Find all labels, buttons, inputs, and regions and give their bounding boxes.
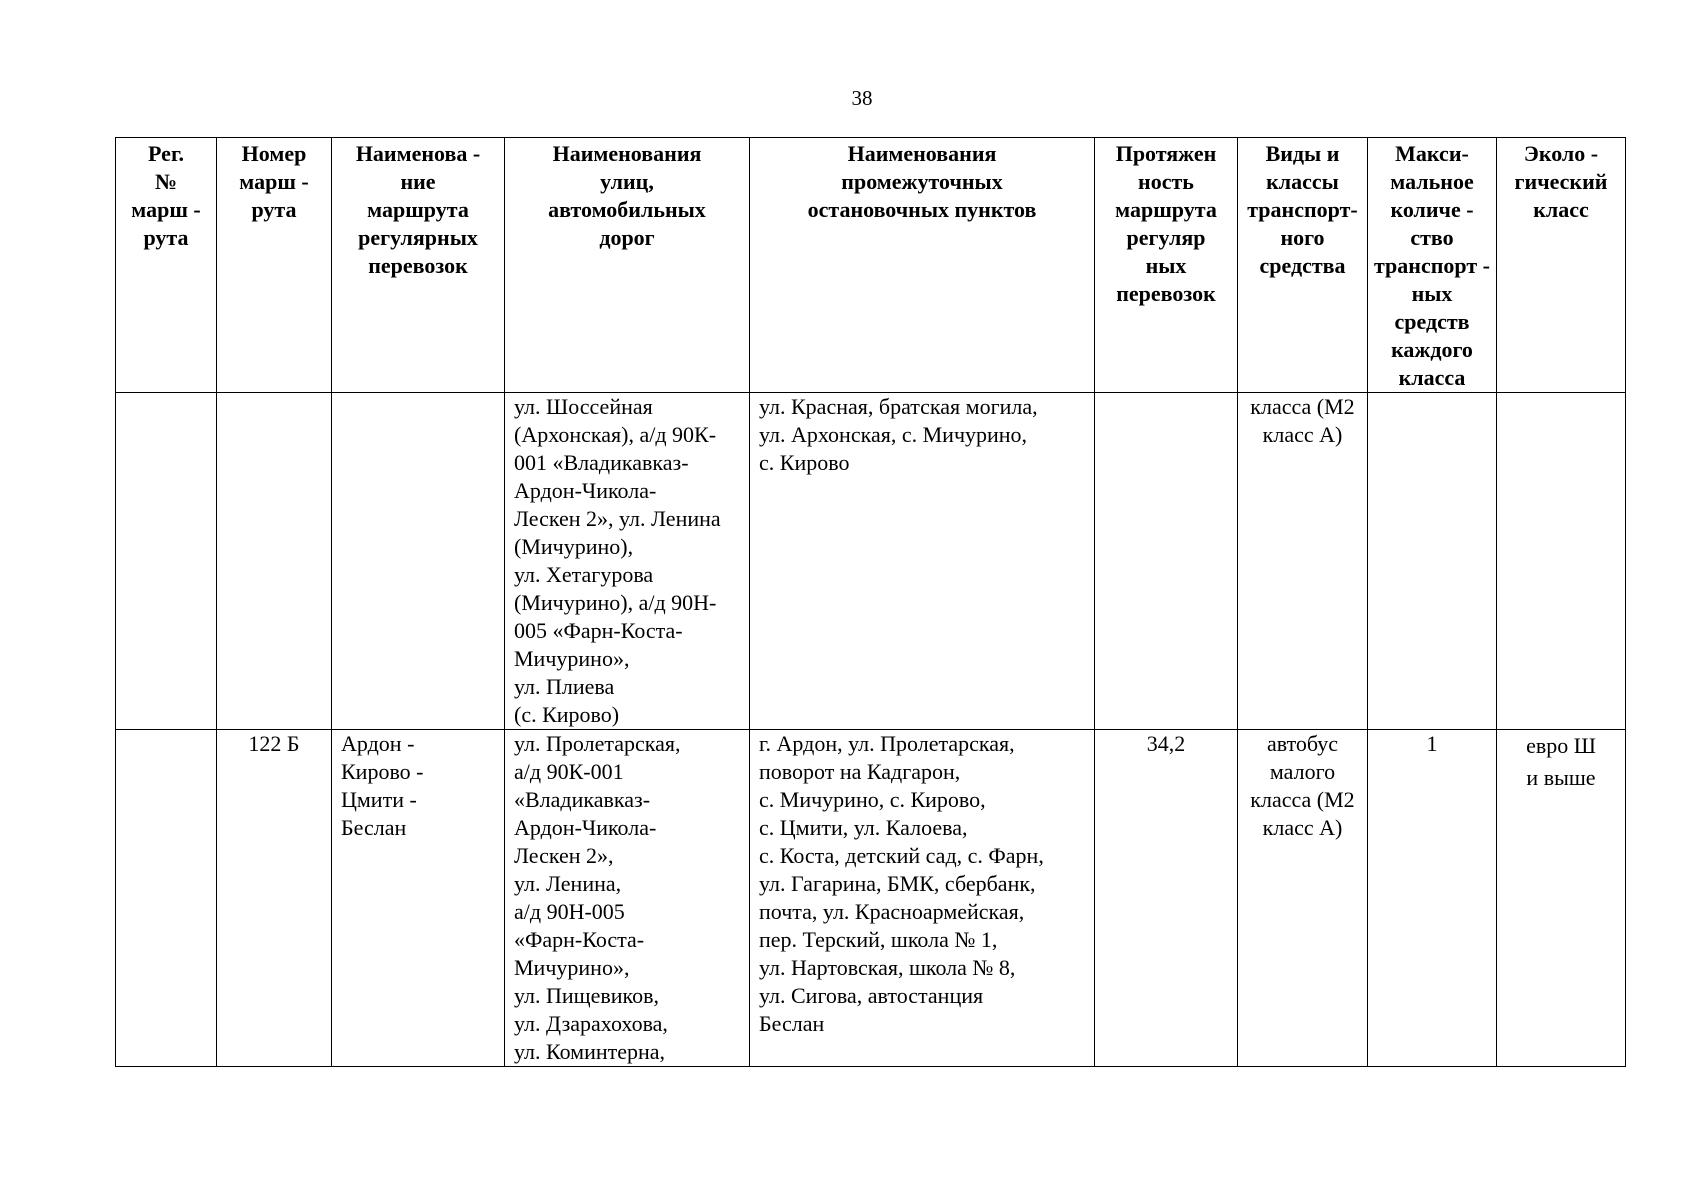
table-cell bbox=[332, 393, 505, 730]
table-cell bbox=[1497, 730, 1626, 1067]
table-cell bbox=[217, 393, 332, 730]
header-cell bbox=[1497, 138, 1626, 393]
header-cell bbox=[217, 138, 332, 393]
header-row bbox=[116, 138, 1626, 393]
header-cell bbox=[332, 138, 505, 393]
table-cell bbox=[750, 730, 1095, 1067]
eco-class: евро Ш и выше bbox=[1526, 733, 1596, 790]
table-cell bbox=[1497, 393, 1626, 730]
stops: ул. Красная, братская могила, ул. Архонская, с. Мичурино, с. Кирово bbox=[759, 394, 1038, 475]
vehicle-class: автобус малого класса (М2 класс А) bbox=[1250, 731, 1355, 840]
header-route-name: Наименова - ние маршрута регулярных перевозок bbox=[355, 141, 481, 278]
table-cell bbox=[1368, 730, 1497, 1067]
table-cell bbox=[116, 393, 217, 730]
table-cell bbox=[1238, 393, 1368, 730]
header-streets: Наименования улиц, автомобильных дорог bbox=[548, 141, 706, 250]
table-cell bbox=[1095, 730, 1238, 1067]
header-stops: Наименования промежуточных остановочных пунктов bbox=[807, 141, 1037, 222]
header-cell bbox=[1095, 138, 1238, 393]
streets: ул. Шоссейная (Архонская), а/д 90К- 001 «Владикавказ- Ардон-Чикола- Лескен 2», ул. Ленина (Мичурино), ул. Хетагурова (Мичурино), а/д 90Н- 005 «Фарн-Коста- Мичурино», ул. Плиева (с. Кирово) bbox=[514, 394, 721, 727]
table-cell bbox=[332, 730, 505, 1067]
header-cell bbox=[1368, 138, 1497, 393]
table-cell bbox=[505, 393, 750, 730]
vehicle-class: класса (М2 класс А) bbox=[1250, 394, 1355, 447]
table-cell bbox=[1095, 393, 1238, 730]
max-count: 1 bbox=[1426, 731, 1438, 756]
stops: г. Ардон, ул. Пролетарская, поворот на Кадгарон, с. Мичурино, с. Кирово, с. Цмити, ул. Калоева, с. Коста, детский сад, с. Фарн, ул. Гагарина, БМК, сбербанк, почта, ул. Красноармейская, пер. Терский, школа № 1, ул. Нартовская, школа № 8, ул. Сигова, автостанция Беслан bbox=[759, 731, 1044, 1036]
table-row bbox=[116, 393, 1626, 730]
route-name: Ардон - Кирово - Цмити - Беслан bbox=[341, 731, 424, 840]
table-cell bbox=[1368, 393, 1497, 730]
table-cell bbox=[116, 730, 217, 1067]
route-length: 34,2 bbox=[1146, 731, 1186, 756]
routes-table bbox=[115, 137, 1626, 1067]
table-cell bbox=[1238, 730, 1368, 1067]
table-cell bbox=[505, 730, 750, 1067]
header-cell bbox=[505, 138, 750, 393]
header-cell bbox=[116, 138, 217, 393]
page-number: 38 bbox=[851, 86, 873, 110]
streets: ул. Пролетарская, а/д 90К-001 «Владикавказ- Ардон-Чикола- Лескен 2», ул. Ленина, а/д 90Н-005 «Фарн-Коста- Мичурино», ул. Пищевиков, ул. Дзарахохова, ул. Коминтерна, bbox=[514, 731, 681, 1064]
header-cell bbox=[1238, 138, 1368, 393]
header-cell bbox=[750, 138, 1095, 393]
table-row bbox=[116, 730, 1626, 1067]
header-max-count: Макси- мальное количе - ство транспорт - ных средств каждого класса bbox=[1373, 141, 1490, 390]
header-route-no: Номер марш - рута bbox=[239, 141, 309, 222]
table-cell bbox=[750, 393, 1095, 730]
route-no: 122 Б bbox=[248, 731, 300, 756]
header-reg-no: Рег. № марш - рута bbox=[131, 141, 201, 250]
header-length: Протяжен ность маршрута регуляр ных перевозок bbox=[1115, 141, 1217, 306]
table-cell bbox=[217, 730, 332, 1067]
header-eco-class: Эколо - гический класс bbox=[1514, 141, 1608, 222]
header-vehicle-class: Виды и классы транспорт- ного средства bbox=[1247, 141, 1358, 278]
